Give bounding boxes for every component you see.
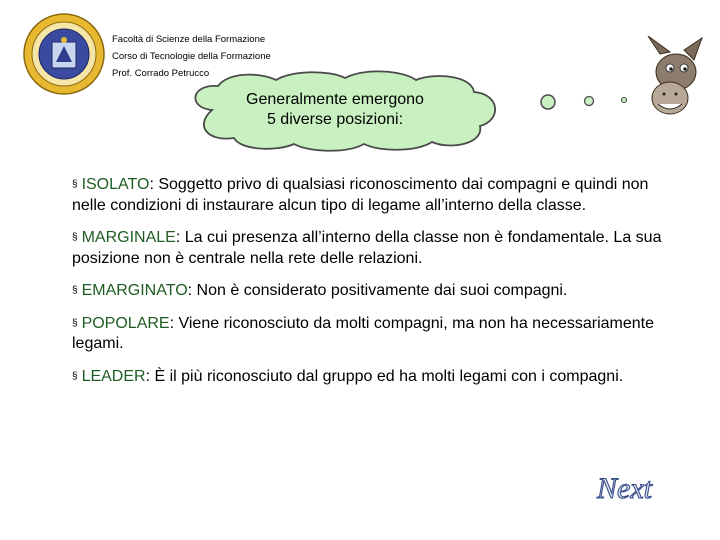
term-label: MARGINALE (81, 229, 176, 246)
term-label: POPOLARE (81, 314, 170, 332)
list-item (72, 175, 672, 216)
term-label: LEADER (81, 367, 146, 385)
university-seal-icon (22, 12, 106, 96)
bullet-icon: § (72, 232, 78, 243)
term-description: : È il più riconosciuto dal gruppo ed ha molti legami con i compagni. (145, 367, 624, 385)
donkey-icon (640, 36, 718, 122)
next-label[interactable]: Next (597, 472, 652, 505)
next-button[interactable] (593, 468, 678, 508)
term-description: : Viene riconosciuto da molti compagni, ma non ha necessariamente legami. (72, 314, 655, 352)
bullet-icon: § (72, 370, 78, 382)
list-item (72, 367, 672, 388)
list-item (72, 281, 672, 302)
term-label: EMARGINATO (81, 282, 188, 299)
term-description: : La cui presenza all’interno della classe non è fondamentale. La sua posizione non è centrale nella rete delle relazioni. (72, 229, 662, 267)
bullet-icon: § (72, 179, 78, 190)
professor-line: Prof. Corrado Petrucco (112, 68, 210, 79)
list-item (72, 314, 672, 355)
positions-list (72, 175, 672, 399)
term-description: : Soggetto privo di qualsiasi riconoscimento dai compagni e quindi non nelle condizioni di instaurare alcun tipo di legame all’interno della classe. (72, 176, 649, 214)
cloud-text (200, 90, 470, 130)
bullet-icon: § (72, 317, 78, 329)
faculty-line: Facoltà di Scienze della Formazione (112, 34, 266, 45)
thought-bubbles (535, 88, 635, 118)
course-line: Corso di Tecnologie della Formazione (112, 51, 271, 62)
term-description: : Non è considerato positivamente dai suoi compagni. (187, 282, 568, 299)
cloud-line-1: Generalmente emergono (246, 91, 424, 108)
cloud-line-2: 5 diverse posizioni: (266, 111, 404, 128)
bullet-icon: § (72, 285, 78, 296)
list-item (72, 228, 672, 269)
term-label: ISOLATO (81, 176, 150, 193)
